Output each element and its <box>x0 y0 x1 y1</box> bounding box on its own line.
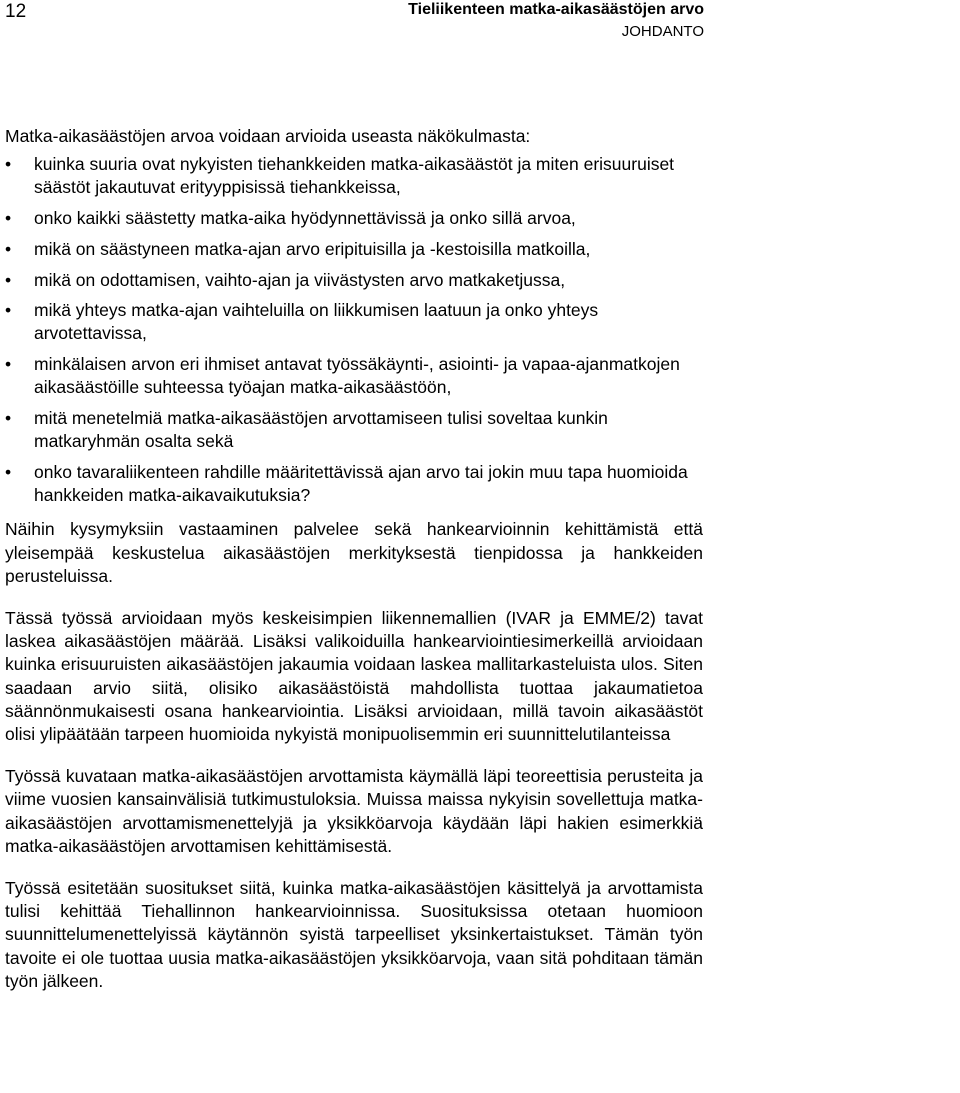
running-header <box>204 0 704 43</box>
section-name: JOHDANTO <box>621 23 704 40</box>
list-item: • mikä yhteys matka-ajan vaihteluilla on liikkumisen laatuun ja onko yhteys arvotettavissa, <box>5 299 703 345</box>
document-title: Tieliikenteen matka-aikasäästöjen arvo <box>408 1 704 18</box>
list-item: • kuinka suuria ovat nykyisten tiehankkeiden matka-aikasäästöt ja miten erisuuruiset säästöt jakautuvat erityyppisissä tiehankkeissa, <box>5 153 703 199</box>
paragraph: Työssä esitetään suositukset siitä, kuinka matka-aikasäästöjen käsittelyä ja arvottamista tulisi kehittää Tiehallinnon hankearvioinnissa. Suosituksissa otetaan huomioon suunnittelumenettelyissä käytännön syistä tarpeelliset yksinkertaistukset. Tämän työn tavoite ei ole tuottaa uusia matka-aikasäästöjen yksikköarvoja, vaan sitä pohditaan tämän työn jälkeen. <box>5 877 703 991</box>
list-item: • mikä on säästyneen matka-ajan arvo eripituisilla ja -kestoisilla matkoilla, <box>5 238 703 261</box>
list-item: • mikä on odottamisen, vaihto-ajan ja viivästysten arvo matkaketjussa, <box>5 269 703 292</box>
page-body <box>5 125 703 1012</box>
question-list <box>5 153 703 507</box>
list-item: • onko tavaraliikenteen rahdille määritettävissä ajan arvo tai jokin muu tapa huomioida hankkeiden matka-aikavaikutuksia? <box>5 461 703 507</box>
list-item: • minkälaisen arvon eri ihmiset antavat työssäkäynti-, asiointi- ja vapaa-ajanmatkojen aikasäästöille suhteessa työajan matka-aikasäästöön, <box>5 353 703 399</box>
paragraph: Tässä työssä arvioidaan myös keskeisimpien liikennemallien (IVAR ja EMME/2) tavat laskea aikasäästöjen määrää. Lisäksi valikoiduilla hankearviointiesimerkeillä arvioidaan kuinka erisuuruisten aikasäästöjen jakaumia voidaan laskea mallitarkasteluista ulos. Siten saadaan arvio siitä, olisiko aikasäästöistä mahdollista tuottaa jakaumatietoa säännönmukaisesti osana hankearviointia. Lisäksi arvioidaan, millä tavoin aikasäästöt olisi ylipäätään tarpeen huomioida nykyistä monipuolisemmin eri suunnittelutilanteissa <box>5 607 703 744</box>
intro-text: Matka-aikasäästöjen arvoa voidaan arvioida useasta näkökulmasta: <box>5 126 531 146</box>
page-number: 12 <box>5 1 27 22</box>
list-item: • onko kaikki säästetty matka-aika hyödynnettävissä ja onko sillä arvoa, <box>5 207 703 230</box>
list-item: • mitä menetelmiä matka-aikasäästöjen arvottamiseen tulisi soveltaa kunkin matkaryhmän osalta sekä <box>5 407 703 453</box>
paragraph: Näihin kysymyksiin vastaaminen palvelee sekä hankearvioinnin kehittämistä että yleisempää keskustelua aikasäästöjen merkityksestä tienpidossa ja hankkeiden perusteluissa. <box>5 519 703 586</box>
paragraph: Työssä kuvataan matka-aikasäästöjen arvottamista käymällä läpi teoreettisia perusteita ja viime vuosien kansainvälisiä tutkimustuloksia. Muissa maissa nykyisin sovellettuja matka-aikasäästöjen arvottamismenettelyjä ja yksikköarvoja käydään läpi hakien esimerkkiä matka-aikasäästöjen arvottamisen kehittämisestä. <box>5 766 703 856</box>
